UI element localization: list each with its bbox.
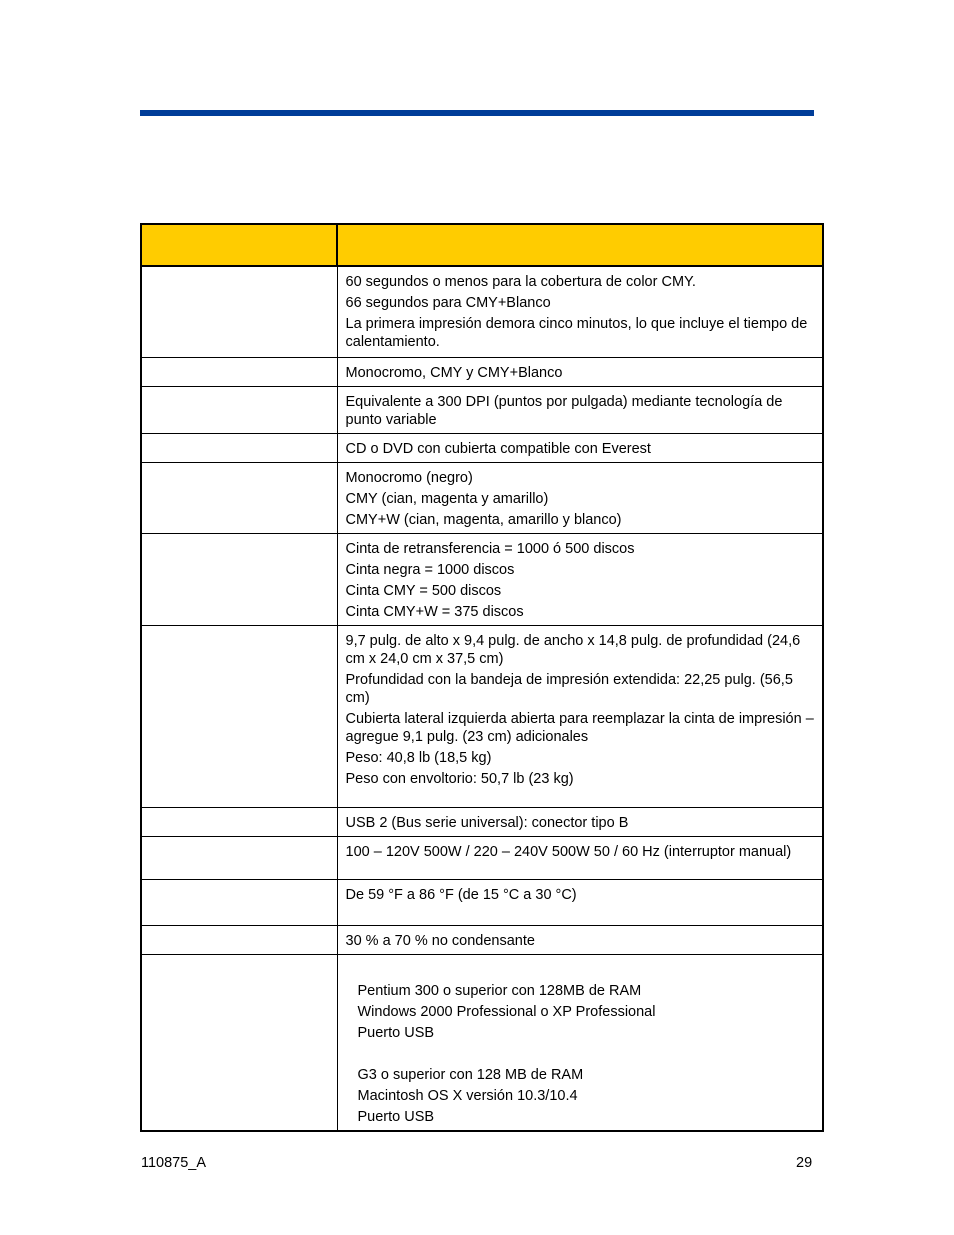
row-label-cell xyxy=(141,433,337,462)
spec-line: Cinta de retransferencia = 1000 ó 500 discos xyxy=(345,540,635,557)
row-value-cell xyxy=(337,954,823,1131)
row-value-cell xyxy=(337,386,823,433)
row-value-cell xyxy=(337,625,823,807)
row-value-cell xyxy=(337,533,823,625)
row-label-cell xyxy=(141,462,337,533)
document-number: 110875_A xyxy=(141,1155,207,1171)
spec-line-pc: Pentium 300 o superior con 128MB de RAM xyxy=(357,982,642,999)
row-label-cell xyxy=(141,807,337,836)
row-value-cell xyxy=(337,807,823,836)
table-row xyxy=(141,266,823,357)
row-value-cell xyxy=(337,879,823,925)
spec-line: 66 segundos para CMY+Blanco xyxy=(345,295,551,311)
row-label-cell xyxy=(141,925,337,954)
table-row xyxy=(141,625,823,807)
spec-line-pc: Puerto USB xyxy=(357,1024,435,1041)
row-value-cell xyxy=(337,357,823,386)
row-value-cell xyxy=(337,836,823,879)
spec-line-mac: Puerto USB xyxy=(357,1108,435,1125)
page-number: 29 xyxy=(796,1155,813,1171)
row-label-cell xyxy=(141,386,337,433)
table-row xyxy=(141,807,823,836)
header-cell-value xyxy=(337,224,823,266)
header-cell-label xyxy=(141,224,337,266)
spec-line: Profundidad con la bandeja de impresión extendida: 22,25 pulg. (56,5 cm) xyxy=(345,671,793,706)
spec-line: Equivalente a 300 DPI (puntos por pulgada) mediante tecnología de punto variable xyxy=(345,393,783,428)
row-label-cell xyxy=(141,533,337,625)
table-row xyxy=(141,386,823,433)
spec-line: De 59 °F a 86 °F (de 15 °C a 30 °C) xyxy=(345,886,577,903)
spec-line: agregue 9,1 pulg. (23 cm) adicionales xyxy=(345,728,589,745)
spec-line-mac: Macintosh OS X versión 10.3/10.4 xyxy=(357,1087,578,1104)
table-row xyxy=(141,357,823,386)
spec-line: CMY (cian, magenta y amarillo) xyxy=(345,490,549,507)
header-rule xyxy=(140,110,814,116)
table-header-row xyxy=(141,224,823,266)
spec-line: Cinta CMY = 500 discos xyxy=(345,582,502,599)
row-label-cell xyxy=(141,836,337,879)
spec-line: Cubierta lateral izquierda abierta para reemplazar la cinta de impresión – xyxy=(345,710,814,727)
table-row xyxy=(141,879,823,925)
spec-line: 100 – 120V 500W / 220 – 240V 500W 50 / 60 Hz (interruptor manual) xyxy=(345,843,792,860)
spec-line: 60 segundos o menos para la cobertura de color CMY. xyxy=(345,274,696,290)
row-label-cell xyxy=(141,879,337,925)
row-value-cell xyxy=(337,925,823,954)
spec-line: 30 % a 70 % no condensante xyxy=(345,932,535,949)
row-label-cell xyxy=(141,266,337,357)
spec-line: Peso con envoltorio: 50,7 lb (23 kg) xyxy=(345,770,574,787)
table-row xyxy=(141,954,823,1131)
spec-line: CMY+W (cian, magenta, amarillo y blanco) xyxy=(345,511,622,528)
table-row xyxy=(141,462,823,533)
spec-line: USB 2 (Bus serie universal): conector tipo B xyxy=(345,814,629,831)
spec-line-mac: G3 o superior con 128 MB de RAM xyxy=(357,1066,584,1083)
spec-line-pc: Windows 2000 Professional o XP Professional xyxy=(357,1003,656,1020)
row-label-cell xyxy=(141,357,337,386)
row-label-cell xyxy=(141,625,337,807)
spec-line: Cinta negra = 1000 discos xyxy=(345,561,515,578)
spec-line: Peso: 40,8 lb (18,5 kg) xyxy=(345,749,492,766)
row-value-cell xyxy=(337,266,823,357)
spacer xyxy=(346,1045,815,1066)
specifications-table xyxy=(140,223,824,1132)
table-row xyxy=(141,433,823,462)
row-value-cell xyxy=(337,462,823,533)
spec-line: CD o DVD con cubierta compatible con Everest xyxy=(345,440,651,457)
spec-line: Monocromo, CMY y CMY+Blanco xyxy=(345,364,563,381)
row-value-cell xyxy=(337,433,823,462)
row-label-cell xyxy=(141,954,337,1131)
spec-line: La primera impresión demora cinco minutos, lo que incluye el tiempo de calentamiento. xyxy=(345,316,808,350)
table-row xyxy=(141,836,823,879)
table-row xyxy=(141,925,823,954)
spec-line: 9,7 pulg. de alto x 9,4 pulg. de ancho x 14,8 pulg. de profundidad (24,6 cm x 24,0 cm x 37,5 cm) xyxy=(345,632,801,667)
table-row xyxy=(141,533,823,625)
spec-line: Monocromo (negro) xyxy=(345,469,473,486)
spec-line: Cinta CMY+W = 375 discos xyxy=(345,603,524,620)
